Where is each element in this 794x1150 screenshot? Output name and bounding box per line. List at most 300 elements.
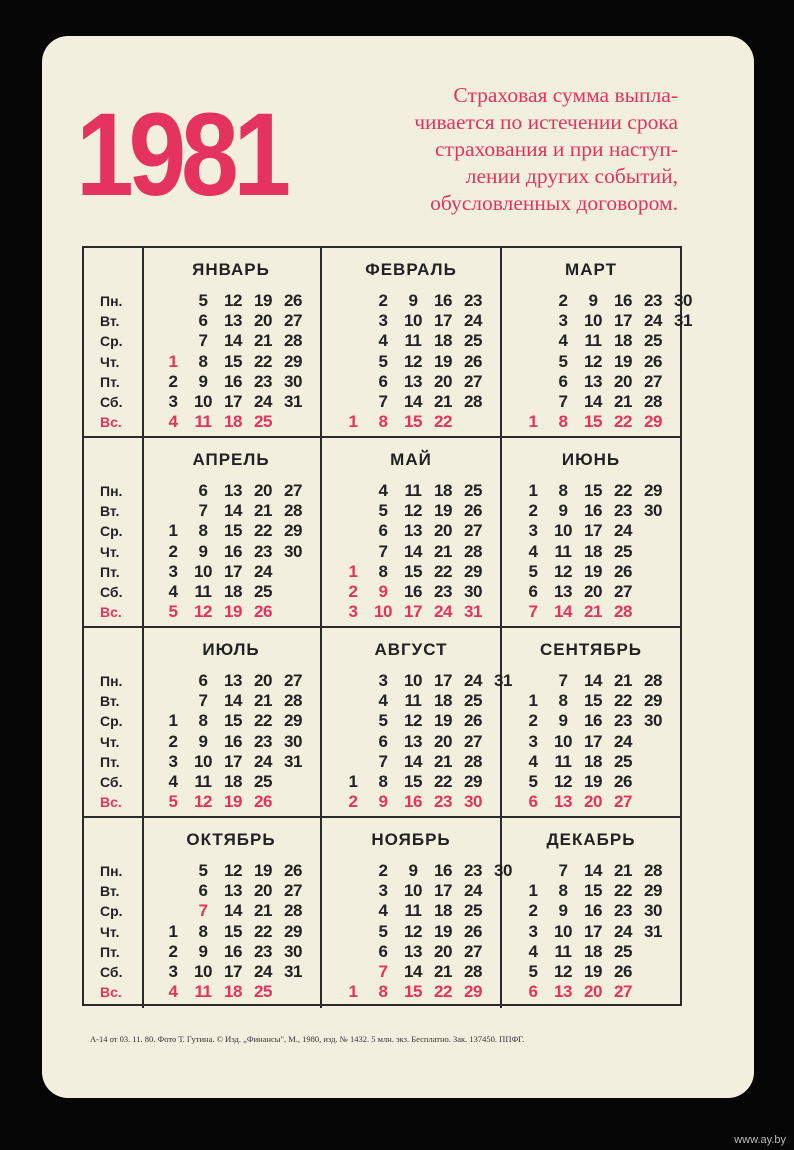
day-cell: 10 [374,602,392,622]
day-cell: 20 [434,941,452,961]
day-cell: 20 [254,881,272,901]
day-cell: 12 [404,711,422,731]
slogan-line: лении других событий, [465,164,678,188]
day-cell: 18 [434,691,452,711]
day-cell: 22 [254,921,272,941]
day-cell: 10 [194,561,212,581]
day-cell: 30 [494,861,512,880]
day-cell: 7 [378,541,388,561]
month-block [142,818,322,1008]
day-cell: 15 [224,351,242,371]
day-cell: 22 [254,351,272,371]
day-cell: 1 [348,772,358,791]
day-cell: 9 [408,291,418,310]
quarter-row [84,816,680,1008]
day-cell: 2 [168,731,178,751]
day-cell: 26 [284,861,302,880]
day-cell: 23 [434,792,452,812]
day-cell: 19 [434,711,452,731]
day-cell: 22 [614,881,632,901]
day-cell: 6 [528,582,538,601]
day-cell: 25 [464,901,482,921]
day-cell: 17 [434,881,452,901]
month-block [502,818,680,1008]
day-cell: 5 [528,962,538,981]
day-cell: 8 [558,481,568,500]
day-cell: 21 [614,671,632,690]
day-cell: 21 [254,501,272,521]
day-cell: 11 [554,941,572,961]
quarter-row [84,626,680,818]
day-cell: 20 [254,481,272,500]
day-cell: 2 [378,861,388,880]
weekday-label: Пт. [100,373,120,390]
day-cell: 14 [404,962,422,981]
month-block [322,438,502,628]
day-cell: 2 [558,291,568,310]
weekday-column [84,818,144,1008]
day-cell: 19 [224,792,242,812]
weekday-label: Пт. [100,563,120,580]
day-cell: 22 [434,982,452,1002]
day-cell: 24 [614,921,632,941]
day-cell: 29 [284,351,302,371]
day-cell: 24 [254,392,272,411]
quarter-row [84,436,680,628]
day-cell: 30 [644,711,662,731]
day-cell: 16 [224,371,242,391]
weekday-label: Чт. [100,543,120,560]
day-cell: 1 [168,521,178,541]
weekday-label: Вт. [100,883,120,900]
weekday-label: Ср. [100,523,123,540]
day-cell: 16 [224,541,242,561]
day-cell: 7 [558,671,568,690]
day-cell: 18 [614,331,632,351]
day-cell: 24 [644,311,662,331]
day-cell: 17 [584,921,602,941]
day-cell: 26 [254,792,272,812]
day-cell: 3 [378,311,388,331]
day-cell: 17 [584,521,602,541]
day-cell: 23 [464,291,482,310]
month-name: ОКТЯБРЬ [186,830,276,849]
day-cell: 31 [464,602,482,622]
day-cell: 31 [644,921,662,941]
day-cell: 7 [528,602,538,622]
day-cell: 7 [378,392,388,411]
day-cell: 22 [434,561,452,581]
weekday-label: Чт. [100,353,120,370]
day-cell: 30 [674,291,692,310]
day-cell: 14 [584,671,602,690]
day-cell: 24 [464,881,482,901]
day-cell: 23 [614,711,632,731]
day-cell: 21 [434,962,452,981]
day-cell: 11 [554,541,572,561]
day-cell: 24 [254,561,272,581]
day-cell: 20 [254,671,272,690]
weekday-label: Чт. [100,733,120,750]
day-cell: 14 [224,901,242,921]
day-cell: 31 [494,671,512,690]
day-cell: 3 [378,881,388,901]
day-cell: 6 [378,371,388,391]
month-name: АПРЕЛЬ [192,450,270,469]
day-cell: 11 [554,751,572,771]
day-cell: 15 [224,711,242,731]
day-cell: 11 [194,582,212,601]
month-block [142,438,322,628]
day-cell: 24 [434,602,452,622]
weekday-label: Вт. [100,313,120,330]
day-cell: 26 [254,602,272,622]
day-cell: 21 [254,691,272,711]
day-cell: 3 [168,392,178,411]
day-cell: 15 [584,412,602,432]
day-cell: 15 [404,561,422,581]
calendar-grid [82,246,692,1006]
day-cell: 25 [614,941,632,961]
day-cell: 5 [528,561,538,581]
day-cell: 29 [464,561,482,581]
day-cell: 9 [588,291,598,310]
day-cell: 19 [434,501,452,521]
day-cell: 16 [404,792,422,812]
day-cell: 27 [284,671,302,690]
day-cell: 28 [284,501,302,521]
day-cell: 31 [674,311,692,331]
day-cell: 9 [198,731,208,751]
day-cell: 24 [464,311,482,331]
day-cell: 29 [644,412,662,432]
weekday-label: Вс. [100,984,122,1001]
weekday-label: Вс. [100,604,122,621]
day-cell: 27 [614,792,632,812]
day-cell: 14 [584,392,602,411]
day-cell: 6 [198,311,208,331]
day-cell: 31 [284,751,302,771]
day-cell: 26 [614,962,632,981]
day-cell: 8 [378,561,388,581]
day-cell: 9 [558,901,568,921]
weekday-label: Сб. [100,584,123,600]
day-cell: 4 [378,691,388,711]
day-cell: 25 [464,481,482,500]
day-cell: 5 [168,602,178,622]
weekday-label: Вт. [100,503,120,520]
day-cell: 13 [404,731,422,751]
day-cell: 4 [168,772,178,791]
day-cell: 19 [224,602,242,622]
day-cell: 6 [198,481,208,500]
month-name: ИЮЛЬ [202,640,260,659]
day-cell: 2 [528,901,538,921]
month-name: АВГУСТ [374,640,448,659]
weekday-column [84,628,144,818]
day-cell: 27 [284,881,302,901]
day-cell: 21 [434,751,452,771]
day-cell: 16 [584,901,602,921]
day-cell: 13 [404,521,422,541]
day-cell: 30 [284,941,302,961]
day-cell: 4 [378,331,388,351]
day-cell: 3 [168,962,178,981]
day-cell: 8 [198,521,208,541]
day-cell: 16 [434,291,452,310]
day-cell: 29 [284,521,302,541]
watermark: www.ay.by [734,1134,786,1146]
day-cell: 21 [434,392,452,411]
day-cell: 21 [614,392,632,411]
day-cell: 1 [348,561,358,581]
day-cell: 13 [404,371,422,391]
day-cell: 3 [528,921,538,941]
day-cell: 19 [584,962,602,981]
day-cell: 26 [644,351,662,371]
print-imprint: А-14 от 03. 11. 80. Фото Т. Гутина. © Изд. „Финансы", М., 1980, изд. № 1432. 5 млн. экз. Бесплатно. Зак. 137450. ППФГ. [90,1034,525,1044]
day-cell: 19 [434,351,452,371]
day-cell: 29 [644,481,662,500]
day-cell: 9 [558,501,568,521]
day-cell: 8 [198,351,208,371]
day-cell: 31 [284,962,302,981]
day-cell: 4 [528,941,538,961]
month-name: МАЙ [390,450,432,469]
day-cell: 30 [284,541,302,561]
day-cell: 2 [378,291,388,310]
day-cell: 16 [224,941,242,961]
day-cell: 12 [404,351,422,371]
day-cell: 8 [558,691,568,711]
day-cell: 11 [194,982,212,1002]
day-cell: 14 [224,691,242,711]
weekday-label: Ср. [100,333,123,350]
day-cell: 28 [644,671,662,690]
day-cell: 3 [528,521,538,541]
month-name: НОЯБРЬ [371,830,451,849]
day-cell: 21 [584,602,602,622]
day-cell: 18 [224,982,242,1002]
day-cell: 21 [614,861,632,880]
month-name: МАРТ [565,260,617,279]
weekday-label: Пт. [100,753,120,770]
day-cell: 23 [254,371,272,391]
day-cell: 10 [194,751,212,771]
day-cell: 4 [378,901,388,921]
day-cell: 28 [284,901,302,921]
day-cell: 29 [644,881,662,901]
day-cell: 5 [528,772,538,791]
day-cell: 13 [554,982,572,1002]
day-cell: 11 [404,901,422,921]
day-cell: 1 [348,982,358,1002]
day-cell: 23 [254,541,272,561]
month-block [322,248,502,438]
day-cell: 14 [224,501,242,521]
day-cell: 30 [644,901,662,921]
day-cell: 27 [464,371,482,391]
day-cell: 12 [404,921,422,941]
day-cell: 9 [198,941,208,961]
day-cell: 9 [198,371,208,391]
day-cell: 15 [404,772,422,791]
day-cell: 14 [584,861,602,880]
day-cell: 8 [198,711,208,731]
day-cell: 22 [614,691,632,711]
day-cell: 8 [378,412,388,432]
day-cell: 4 [528,751,538,771]
day-cell: 11 [404,691,422,711]
month-name: ДЕКАБРЬ [546,830,636,849]
day-cell: 10 [194,962,212,981]
day-cell: 20 [584,982,602,1002]
day-cell: 12 [554,772,572,791]
day-cell: 3 [168,751,178,771]
day-cell: 9 [198,541,208,561]
month-block [322,628,512,818]
day-cell: 11 [194,772,212,791]
day-cell: 15 [404,982,422,1002]
day-cell: 25 [614,751,632,771]
day-cell: 17 [434,671,452,690]
day-cell: 31 [284,392,302,411]
slogan-line: чивается по истечении срока [414,110,678,134]
day-cell: 18 [224,412,242,432]
day-cell: 19 [614,351,632,371]
weekday-column [84,248,144,438]
day-cell: 25 [254,412,272,432]
day-cell: 15 [224,521,242,541]
day-cell: 12 [224,291,242,310]
day-cell: 23 [254,941,272,961]
day-cell: 4 [168,982,178,1002]
day-cell: 14 [404,392,422,411]
weekday-label: Вс. [100,414,122,431]
day-cell: 6 [528,982,538,1002]
day-cell: 16 [614,291,632,310]
day-cell: 22 [614,481,632,500]
day-cell: 3 [378,671,388,690]
month-name: ЯНВАРЬ [192,260,270,279]
day-cell: 13 [224,311,242,331]
day-cell: 26 [614,561,632,581]
quarter-row [84,248,692,438]
day-cell: 11 [404,481,422,500]
day-cell: 11 [584,331,602,351]
day-cell: 22 [254,521,272,541]
weekday-label: Пн. [100,293,123,309]
day-cell: 15 [584,691,602,711]
day-cell: 22 [254,711,272,731]
day-cell: 18 [584,941,602,961]
day-cell: 23 [464,861,482,880]
day-cell: 19 [434,921,452,941]
day-cell: 2 [168,541,178,561]
day-cell: 23 [644,291,662,310]
slogan-line: страхования и при наступ- [435,137,678,161]
day-cell: 27 [614,582,632,601]
day-cell: 23 [614,501,632,521]
weekday-label: Сб. [100,964,123,980]
day-cell: 5 [378,921,388,941]
day-cell: 27 [284,311,302,331]
day-cell: 6 [198,671,208,690]
day-cell: 26 [464,501,482,521]
day-cell: 3 [348,602,358,622]
day-cell: 21 [434,541,452,561]
year-title: 1981 [76,89,286,221]
day-cell: 24 [254,962,272,981]
day-cell: 13 [224,671,242,690]
day-cell: 19 [254,861,272,880]
day-cell: 15 [584,481,602,500]
day-cell: 18 [584,751,602,771]
month-name: СЕНТЯБРЬ [539,640,643,659]
day-cell: 12 [554,962,572,981]
day-cell: 24 [614,731,632,751]
day-cell: 4 [168,412,178,432]
day-cell: 25 [464,691,482,711]
slogan-line: Страховая сумма выпла- [453,83,678,107]
day-cell: 1 [168,351,178,371]
day-cell: 17 [224,751,242,771]
day-cell: 14 [404,541,422,561]
day-cell: 22 [434,772,452,791]
weekday-label: Вт. [100,693,120,710]
day-cell: 12 [404,501,422,521]
day-cell: 23 [254,731,272,751]
day-cell: 23 [614,901,632,921]
day-cell: 9 [408,861,418,880]
day-cell: 16 [434,861,452,880]
day-cell: 19 [254,291,272,310]
day-cell: 2 [168,941,178,961]
day-cell: 4 [168,582,178,601]
day-cell: 6 [378,521,388,541]
day-cell: 18 [434,481,452,500]
day-cell: 25 [254,772,272,791]
weekday-label: Пн. [100,483,123,499]
day-cell: 1 [168,711,178,731]
day-cell: 30 [284,371,302,391]
day-cell: 7 [198,901,208,921]
day-cell: 30 [464,792,482,812]
day-cell: 18 [434,331,452,351]
day-cell: 7 [198,501,208,521]
day-cell: 10 [554,731,572,751]
day-cell: 6 [558,371,568,391]
weekday-label: Вс. [100,794,122,811]
day-cell: 6 [198,881,208,901]
day-cell: 8 [378,982,388,1002]
month-name: ИЮНЬ [561,450,621,469]
day-cell: 10 [554,921,572,941]
day-cell: 1 [528,481,538,500]
day-cell: 17 [584,731,602,751]
day-cell: 10 [404,671,422,690]
day-cell: 7 [198,331,208,351]
day-cell: 16 [404,582,422,601]
day-cell: 19 [584,561,602,581]
day-cell: 27 [284,481,302,500]
weekday-label: Пн. [100,863,123,879]
day-cell: 20 [584,792,602,812]
day-cell: 8 [378,772,388,791]
day-cell: 12 [194,602,212,622]
day-cell: 20 [584,582,602,601]
day-cell: 25 [464,331,482,351]
